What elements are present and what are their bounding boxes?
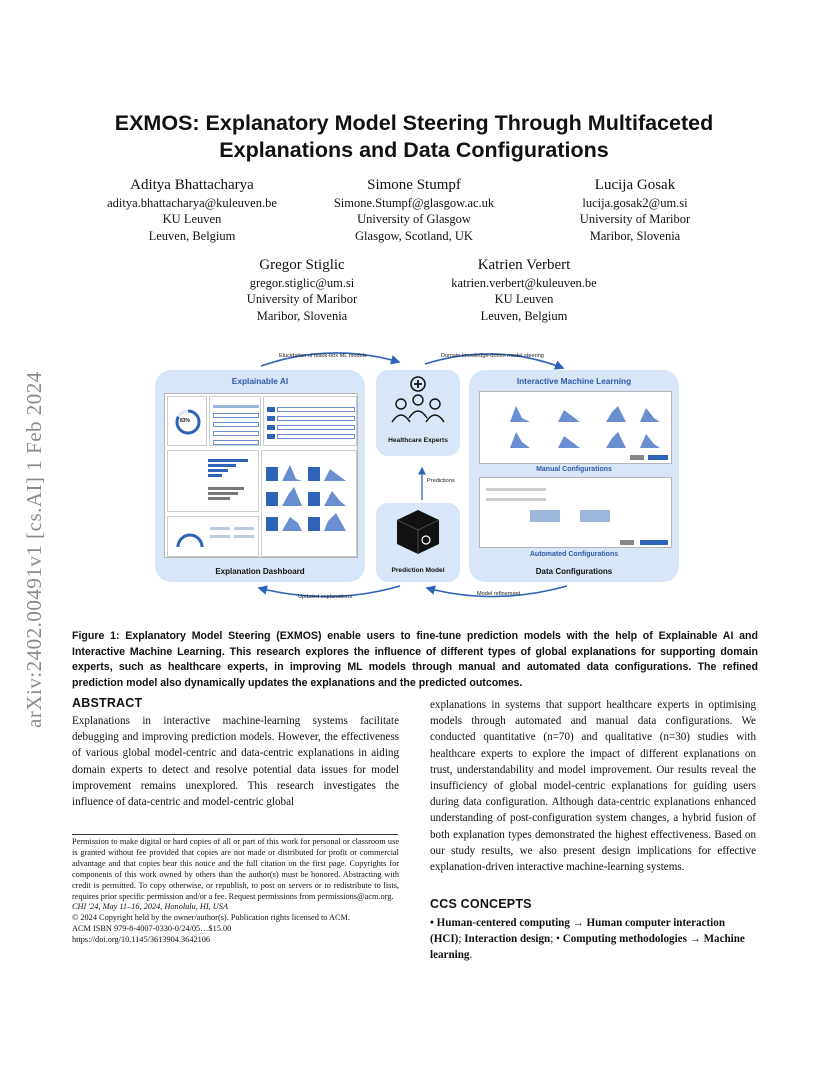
- author-2: [302, 175, 526, 244]
- author-affiliation: University of Maribor: [579, 212, 691, 227]
- automated-configurations-label: Automated Configurations: [529, 551, 619, 558]
- healthcare-experts-label: Healthcare Experts: [388, 437, 448, 444]
- author-name: Katrien Verbert: [477, 257, 571, 273]
- distribution-card: [261, 450, 357, 557]
- healthcare-experts-icon: [387, 376, 449, 424]
- insights-card: [263, 396, 357, 446]
- text-card: [209, 396, 261, 446]
- ccs-sep: →: [569, 917, 587, 929]
- author-location: Maribor, Slovenia: [256, 308, 348, 323]
- predictions-label: Predictions: [427, 478, 455, 484]
- author-affiliation: University of Glasgow: [357, 212, 471, 227]
- accuracy-card: [167, 396, 207, 446]
- author-location: Glasgow, Scotland, UK: [355, 228, 473, 243]
- author-5: [412, 255, 636, 324]
- author-email[interactable]: aditya.bhattacharya@kuleuven.be: [107, 196, 277, 210]
- ccs-term: Human computer interaction (HCI): [430, 917, 725, 946]
- isbn-line: ACM ISBN 979-8-4007-0330-0/24/05…$15.00: [72, 924, 232, 934]
- figure-1: [155, 348, 679, 606]
- author-name: Lucija Gosak: [594, 177, 676, 193]
- arrow-label-updated-explanations: Updated explanations: [298, 594, 353, 600]
- arxiv-side-label: arXiv:2402.00491v1 [cs.AI] 1 Feb 2024: [22, 371, 46, 728]
- ccs-sep: ; •: [550, 933, 563, 946]
- ccs-term: Machine learning: [430, 933, 745, 962]
- ccs-term: • Human-centered computing: [430, 917, 570, 929]
- author-name: Gregor Stiglic: [259, 257, 345, 273]
- doi-link[interactable]: https://doi.org/10.1145/3613904.3642106: [72, 935, 211, 945]
- feature-importance-card: [167, 450, 259, 512]
- footnote: [72, 837, 399, 946]
- arrow-label-domain-knowledge: Domain knowledge-driven model steering: [441, 353, 544, 359]
- author-location: Maribor, Slovenia: [589, 228, 681, 243]
- black-box-icon: [395, 508, 441, 554]
- distribution-charts: [262, 451, 358, 558]
- author-email[interactable]: katrien.verbert@kuleuven.be: [451, 276, 597, 290]
- explainable-ai-title: Explainable AI: [231, 376, 289, 386]
- author-affiliation: KU Leuven: [162, 212, 222, 227]
- abstract-right-column: explanations in systems that support healthcare experts in optimising models through automated and manual data configurations. We conducted quantitative (n=70) and qualitative (n=30) studies with healthcare experts to explore the impact of different explanations on trust, understandability and model improvement. Our results reveal the insufficiency of global model-centric explanations for guiding users during data configuration. Although data-centric explanations enhanced understanding of post-configuration system changes, a hybrid fusion of both explanation types demonstrated the highest effectiveness. Based on our study results, we also present design implications for effective explanation-driven interactive machine-learning systems.: [430, 699, 756, 874]
- ccs-sep: →: [686, 933, 704, 946]
- ccs-concepts: [430, 915, 756, 964]
- quality-gauge-icon: [168, 517, 260, 558]
- manual-config-screenshot: [479, 391, 672, 464]
- author-affiliation: KU Leuven: [494, 292, 554, 307]
- copyright-line: © 2024 Copyright held by the owner/author(s). Publication rights licensed to ACM.: [72, 913, 350, 923]
- author-name: Aditya Bhattacharya: [130, 177, 254, 193]
- author-3: [523, 175, 747, 244]
- venue-line: CHI '24, May 11–16, 2024, Honolulu, HI, USA: [72, 902, 229, 912]
- data-configurations-label: Data Configurations: [535, 567, 613, 576]
- manual-config-charts: [480, 392, 673, 465]
- arrow-label-model-refinement: Model refinement: [477, 591, 521, 597]
- ccs-term: Interaction design: [464, 933, 551, 946]
- permission-notice: Permission to make digital or hard copies of all or part of this work for personal or classroom use is granted without fee provided that copies are not made or distributed for profit or commercial advantage and that copies bear this notice and the full citation on the first page. Copyrights for components of this work owned by others than the author(s) must be honored. Abstracting with credit is permitted. To copy otherwise, or republish, to post on servers or to redistribute to lists, requires prior specific permission and/or a fee. Request permissions from permissions@acm.org.: [72, 837, 399, 901]
- prediction-model-label: Prediction Model: [391, 567, 445, 574]
- author-location: Leuven, Belgium: [148, 228, 236, 243]
- author-email[interactable]: gregor.stiglic@um.si: [249, 276, 355, 290]
- gauge-value: 83%: [180, 418, 191, 424]
- automated-config-charts: [480, 478, 673, 549]
- figure-caption: Figure 1: Explanatory Model Steering (EXMOS) enable users to fine-tune prediction models with the help of Explainable AI and Interactive Machine Learning. This research explores the influence of different types of global explanations for supporting domain experts, such as healthcare experts, in improving ML models through manual and automated data configurations. The refined prediction model also dynamically updates the explanations and the predicted outcomes.: [72, 630, 758, 689]
- author-name: Simone Stumpf: [367, 177, 461, 193]
- footnote-rule: [72, 834, 398, 835]
- manual-configurations-label: Manual Configurations: [536, 466, 612, 473]
- ccs-heading: CCS CONCEPTS: [430, 897, 532, 911]
- explanation-dashboard-label: Explanation Dashboard: [215, 567, 305, 576]
- data-quality-card: [167, 516, 259, 557]
- author-email[interactable]: lucija.gosak2@um.si: [582, 196, 688, 210]
- ccs-term: Computing methodologies: [562, 933, 687, 946]
- author-email[interactable]: Simone.Stumpf@glasgow.ac.uk: [333, 196, 495, 210]
- paper-title: EXMOS: Explanatory Model Steering Through Multifaceted Explanations and Data Configurations: [114, 111, 714, 162]
- abstract-left-column: Explanations in interactive machine-learning systems facilitate debugging and improving prediction models. However, the effectiveness of various global model-centric and data-centric explanations in aiding domain experts to detect and resolve potential data issues for model improvement remains unexplored. This research investigates the influence of data-centric and model-centric global: [72, 715, 399, 809]
- author-affiliation: University of Maribor: [246, 292, 358, 307]
- automated-config-screenshot: [479, 477, 672, 548]
- arrow-label-elucidation: Elucidation of black-box ML models: [279, 353, 367, 359]
- ccs-sep: ;: [458, 933, 465, 946]
- author-4: [190, 255, 414, 324]
- interactive-ml-title: Interactive Machine Learning: [516, 376, 632, 386]
- dashboard-screenshot: [164, 393, 358, 558]
- ccs-sep: .: [469, 949, 473, 962]
- author-location: Leuven, Belgium: [480, 308, 568, 323]
- abstract-heading: ABSTRACT: [72, 696, 143, 710]
- author-1: [80, 175, 304, 244]
